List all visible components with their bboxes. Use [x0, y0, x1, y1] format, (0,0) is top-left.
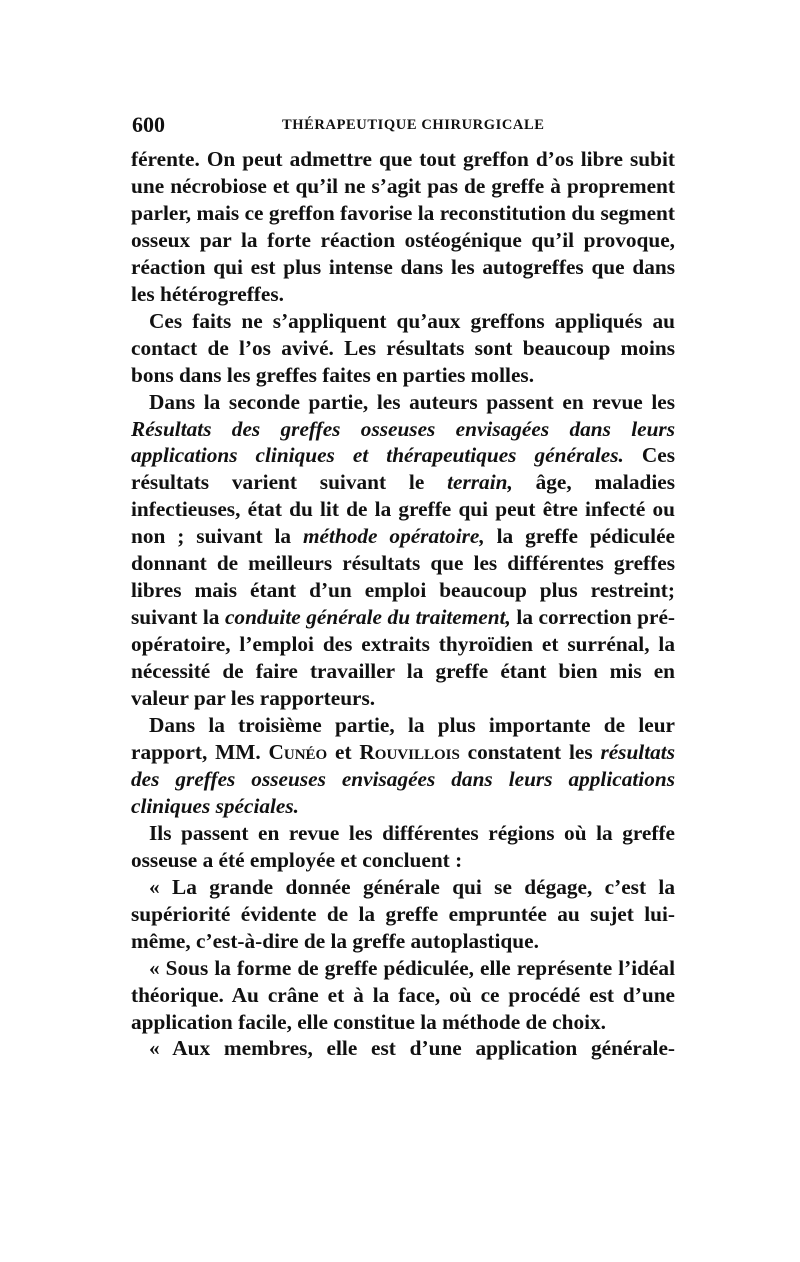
page-header: [132, 112, 674, 140]
quote-paragraph: « Aux membres, elle est d’une application générale-: [149, 1036, 675, 1061]
italic-text: terrain,: [447, 470, 513, 495]
paragraph: Ils passent en revue les différentes régions où la greffe osseuse a été employée et concluent :: [131, 820, 675, 872]
italic-text: conduite générale du traitement,: [224, 605, 511, 630]
text-run: Ces résultats varient suivant le: [131, 443, 675, 495]
text-run: Dans la seconde partie, les auteurs passent en revue les: [149, 389, 675, 414]
text-run: Dans la troisième partie, la plus importante de leur rapport, MM.: [131, 713, 675, 764]
italic-text: méthode opératoire,: [302, 524, 485, 549]
italic-text: Résultats des greffes osseuses envisagées dans leurs applications cliniques et thérapeutiques générales.: [131, 416, 675, 468]
text-run: la greffe pédiculée donnant de meilleurs résultats que les différentes greffes libres mais étant d’un emploi beaucoup plus restreint; suivant la: [131, 524, 675, 630]
body-text: [131, 146, 675, 1062]
quote-paragraph: « Sous la forme de greffe pédiculée, elle représente l’idéal théorique. Au crâne et à la face, où ce procédé est d’une application facile, elle constitue la méthode de choix.: [131, 955, 675, 1034]
text-run: la correction pré-opératoire, l’emploi des extraits thyroïdien et surrénal, la nécessité de faire travailler la greffe étant bien mis en valeur par les rapporteurs.: [131, 605, 675, 711]
quote-paragraph: « La grande donnée générale qui se dégage, c’est la supériorité évidente de la greffe empruntée au sujet lui-même, c’est-à-dire de la greffe autoplastique.: [131, 874, 675, 953]
paragraph: [131, 389, 675, 712]
author-name: Cunéo: [268, 739, 328, 764]
paragraph: Ces faits ne s’appliquent qu’aux greffons appliqués au contact de l’os avivé. Les résultats sont beaucoup moins bons dans les greffes faites en parties molles.: [131, 308, 675, 387]
text-run: âge, maladies infectieuses, état du lit de la greffe qui peut être infecté ou non ; suivant la: [131, 470, 675, 549]
page-number: 600: [132, 112, 165, 137]
paragraph: [131, 712, 675, 820]
text-run: constatent les: [459, 739, 601, 764]
author-name: Rouvillois: [359, 739, 460, 764]
italic-text: résultats des greffes osseuses envisagées dans leurs applications cliniques spéciales.: [131, 739, 675, 818]
running-title: THÉRAPEUTIQUE CHIRURGICALE: [282, 117, 545, 133]
text-run: et: [327, 739, 360, 764]
paragraph-continuation: férente. On peut admettre que tout greffon d’os libre subit une nécrobiose et qu’il ne s’agit pas de greffe à proprement parler, mais ce greffon favorise la reconstitution du segment osseux par la forte réaction ostéogénique qu’il provoque, réaction qui est plus intense dans les autogreffes que dans les hétérogreffes.: [131, 147, 675, 306]
